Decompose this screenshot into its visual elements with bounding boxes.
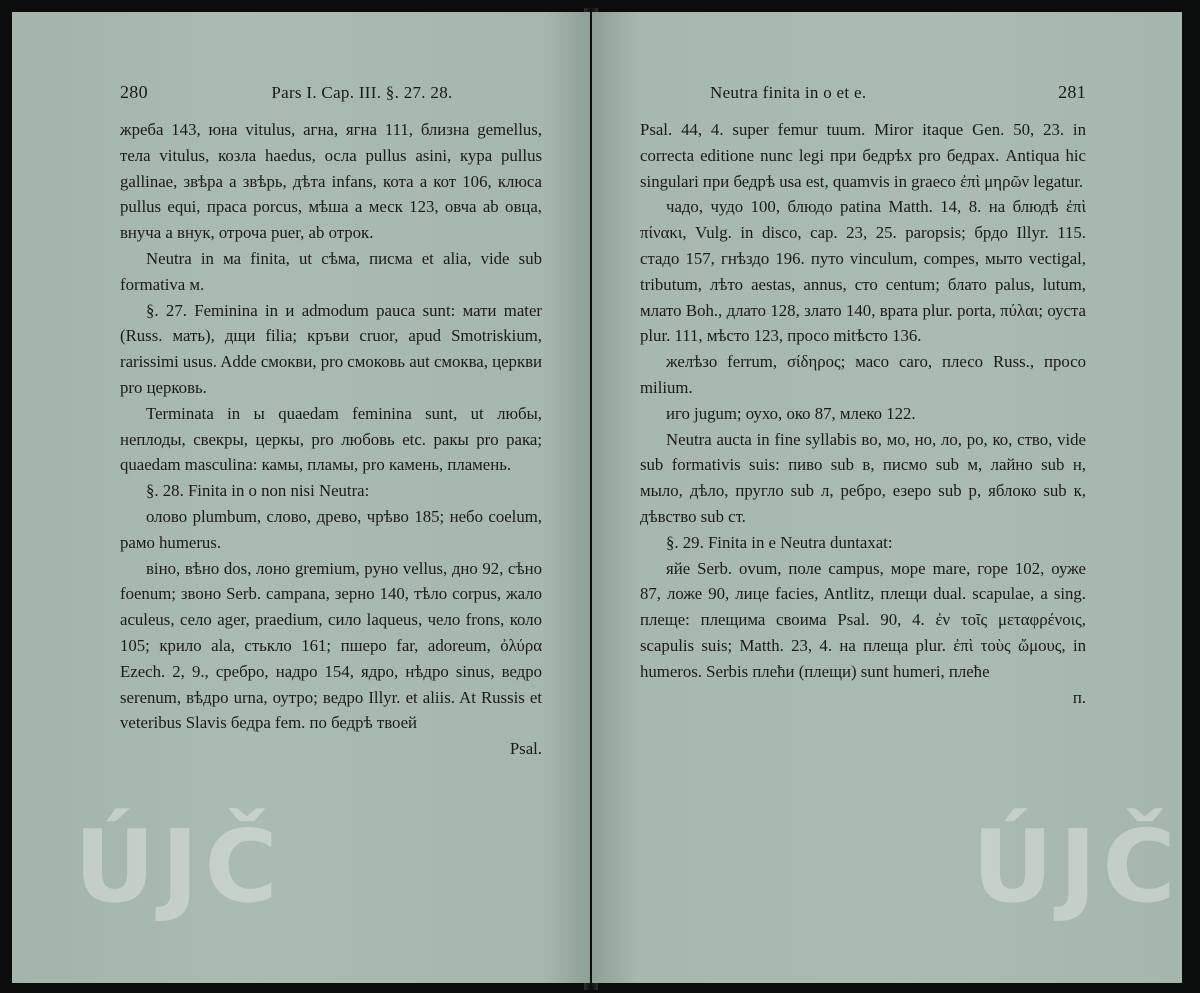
right-running-head: Neutra finita in о et е. bbox=[710, 83, 867, 102]
paragraph: §. 27. Feminina in и admodum pauca sunt: мати mater (Russ. мать), дщи filia; кръви cruor, apud Smotriskium, rarissimi usus. Adde смокви, pro смоковь aut смоква, церкви pro церковь. bbox=[120, 300, 542, 397]
paragraph: чадо, чудо 100, блюдо patina Matth. 14, 8. на блюдѣ ἐπὶ πίνακι, Vulg. in disco, cap. 23, 25. paropsis; брдо Illyr. 115. стадо 157, гнѣздо 196. путо vinculum, compes, мыто vectigal, tributum, лѣто aestas, annus, сто centum; блато palus, lutum, млато Boh., длато 128, злато 140, врата plur. porta, πύλαι; оуста plur. 111, мѣсто 123, просо mitѣсто 136. bbox=[640, 197, 1086, 346]
right-page bbox=[592, 12, 1182, 983]
left-page-header bbox=[120, 82, 542, 103]
left-page bbox=[12, 12, 590, 983]
paragraph: Neutra in ма finita, ut сѣма, писма et alia, vide sub formativa м. bbox=[120, 248, 542, 294]
paragraph: Psal. 44, 4. super femur tuum. Miror itaque Gen. 50, 23. in correcta editione nunc legi при бедрѣх pro бедрах. Antiqua hic singulari при бедрѣ usa est, quamvis in graeco ἐπὶ μηρῶν legatur. bbox=[640, 120, 1086, 191]
catchword: п. bbox=[1072, 687, 1086, 707]
left-page-text bbox=[120, 117, 542, 762]
left-page-number: 280 bbox=[120, 82, 148, 102]
paragraph: Terminata in ы quaedam feminina sunt, ut любы, неплоды, свекры, церкы, pro любовь etc. ракы pro рака; quaedam masculina: камы, пламы, pro камень, пламень. bbox=[120, 403, 542, 475]
watermark-logo: ÚJČ bbox=[74, 808, 284, 925]
right-page-text bbox=[640, 117, 1086, 710]
right-page-header bbox=[640, 82, 1086, 103]
paragraph: желѣзо ferrum, σίδηρος; масо caro, плесо Russ., просо milium. bbox=[640, 352, 1086, 397]
paragraph: §. 29. Finita in е Neutra duntaxat: bbox=[666, 532, 893, 552]
left-running-head: Pars I. Cap. III. §. 27. 28. bbox=[271, 83, 453, 102]
paragraph: яйе Serb. ovum, поле campus, море mare, горе 102, оуже 87, ложе 90, лице facies, Antlitz, плещи dual. scapulae, a sing. плеще: плещима своима Psal. 90, 4. ἐν τοῖς μεταφρένοις, scapulis suis; Matth. 23, 4. на плеща plur. ἐπὶ τοὺς ὤμους, in humeros. Serbis плеħи (плещи) sunt humeri, плеħе bbox=[640, 558, 1086, 681]
right-page-number: 281 bbox=[1058, 82, 1086, 102]
paragraph: иго jugum; оухо, око 87, млеко 122. bbox=[666, 403, 916, 423]
watermark-logo: ÚJČ bbox=[972, 808, 1182, 925]
paragraph: жреба 143, юна vitulus, агна, ягна 111, близнa gemellus, тела vitulus, козла haedus, осла pullus asini, кура pullus gallinae, звѣра a звѣрь, дѣта infans, кота a кот 106, клюса pullus equi, праса porcus, мѣша a меск 123, овча ab овца, внуча a внук, отроча puer, ab отрок. bbox=[120, 120, 542, 243]
paragraph: Neutra aucta in fine syllabis во, мо, но, ло, ро, ко, ство, vide sub formativis suis: пиво sub в, писмо sub м, лайно sub н, мыло, дѣло, пругло sub л, ребро, езеро sub р, яблоко sub к, дѣвство sub ст. bbox=[640, 429, 1086, 526]
paragraph: олово plumbum, слово, древо, чрѣво 185; небо coelum, рамо humerus. bbox=[120, 506, 542, 552]
paragraph: віно, вѣно dos, лоно gremium, руно vellus, дно 92, сѣно foenum; звоно Serb. campana, зерно 140, тѣло corpus, жало aculeus, село ager, praedium, сило laqueus, чело frons, коло 105; крило ala, стькло 161; пшеро far, adoreum, ὀλύρα Ezech. 2, 9., сребро, надро 154, ядро, нѣдро sinus, ведро serenum, вѣдро urna, оутро; ведро Illyr. et aliis. At Russis et veteribus Slavis бедра fem. по бедрѣ твоей bbox=[120, 558, 542, 733]
catchword: Psal. bbox=[509, 739, 542, 759]
paragraph: §. 28. Finita in о non nisi Neutra: bbox=[146, 481, 370, 501]
